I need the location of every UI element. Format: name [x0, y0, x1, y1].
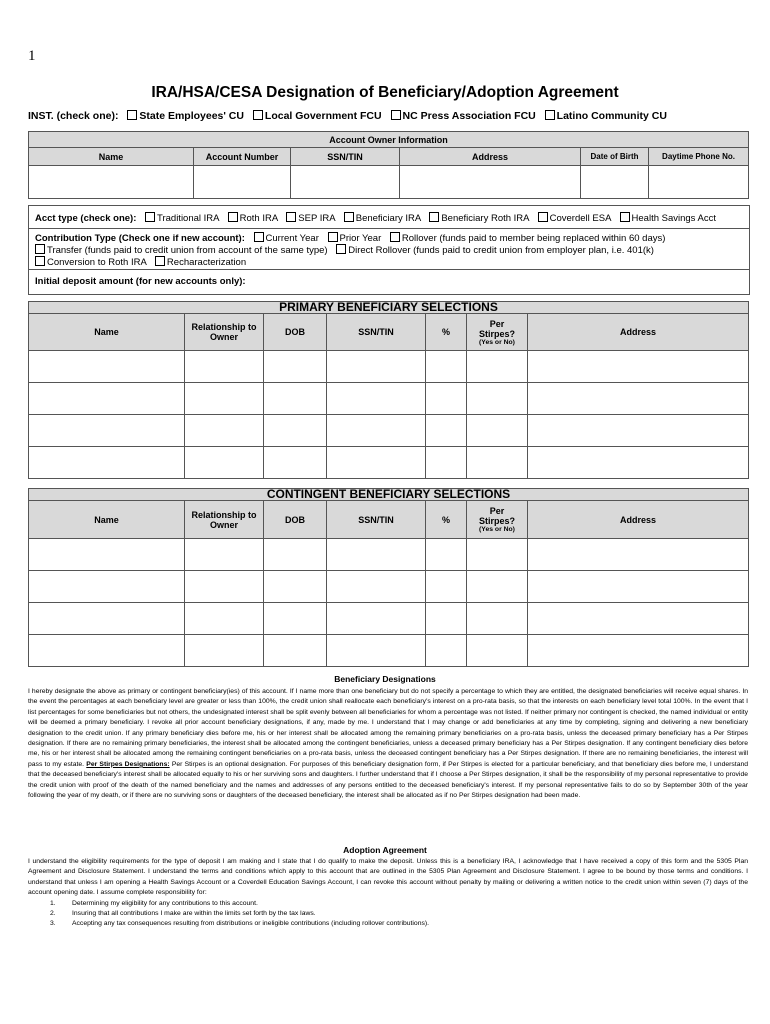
- checkbox-rollover[interactable]: [390, 232, 400, 242]
- checkbox-nc-press[interactable]: [391, 110, 401, 120]
- contrib-current-year: Current Year: [265, 233, 319, 244]
- divider: [29, 228, 749, 229]
- divider: [29, 269, 749, 270]
- designations-paragraph-a: I hereby designate the above as primary or contingent beneficiary(ies) of this account. If I name more than one beneficiary but do not specify a percentage to which they are entitled, the designated beneficiaries will receive equal shares. In the event the percentages at each beneficiary level are greater or less than 100%, the credit union shall reallocate each beneficiary's interest on a pro-rata basis, so that the interests on each beneficiary level total 100%. In the event that I list percentages for some beneficiaries but not others, the undesignated interest shall be split evenly between all beneficiaries for whom a percentage was not listed. If neither primary nor contingent is checked, the named individual or entity will be deemed a primary beneficiary. I revoke all prior account beneficiary designations, if any, made by me. I understand that I may change or add beneficiaries at any time by completing, signing and delivering a new beneficiary designation to the credit union. If any primary beneficiary dies before me, his or her interest shall be allocated among the remaining primary beneficiaries on a pro-rata basis, unless the deceased primary beneficiary has a Per Stirpes designation. If there are no remaining primary beneficiaries, the interest shall be allocated among the contingent beneficiaries, unless a deceased primary beneficiary has a Per Stirpes designation. If any contingent beneficiary dies before me, his or her interest shall be allocated among the remaining contingent beneficiaries on a pro-rata basis, unless the deceased contingent beneficiary has a Per Stirpes designation. If there are no remaining beneficiaries, the interest will pass to my estate.: [28, 688, 748, 768]
- account-type-box: [28, 205, 750, 295]
- table-row: [29, 351, 749, 383]
- form-title: IRA/HSA/CESA Designation of Beneficiary/Adoption Agreement: [151, 84, 619, 101]
- checkbox-beneficiary-ira[interactable]: [344, 212, 354, 222]
- list-item-number: 1.: [50, 899, 56, 907]
- checkbox-prior-year[interactable]: [328, 232, 338, 242]
- account-type-label: Acct type (check one):: [35, 213, 137, 224]
- option-latino-community: Latino Community CU: [556, 110, 667, 122]
- address-field[interactable]: [528, 447, 749, 479]
- checkbox-local-government[interactable]: [253, 110, 263, 120]
- name-field[interactable]: [29, 571, 185, 603]
- dob-field[interactable]: [264, 447, 327, 479]
- checkbox-health-savings[interactable]: [620, 212, 630, 222]
- initial-deposit-label: Initial deposit amount (for new accounts only):: [35, 276, 246, 287]
- percent-field[interactable]: [426, 571, 467, 603]
- col-relationship: Relationship to Owner: [185, 501, 264, 539]
- percent-field[interactable]: [426, 447, 467, 479]
- percent-field[interactable]: [426, 415, 467, 447]
- dob-field[interactable]: [264, 603, 327, 635]
- table-row: [29, 603, 749, 635]
- col-relationship: Relationship to Owner: [185, 314, 264, 351]
- col-percent: %: [426, 314, 467, 351]
- checkbox-sep-ira[interactable]: [286, 212, 296, 222]
- contrib-conversion-roth: Conversion to Roth IRA: [47, 257, 147, 268]
- owner-phone-field[interactable]: [649, 166, 749, 199]
- adoption-paragraph: I understand the eligibility requirements for the type of deposit I am making and I state that I do qualify to make the deposit. Unless this is a beneficiary IRA, I acknowledge that I have received a copy of this form and the 5305 Plan Agreement and Disclosure Statement. I understand the terms and conditions which apply to this account that are outlined in the 5305 Plan Agreement and Disclosure Statement. I agree to be bound by those terms and conditions. I understand that unless I am opening a Health Savings Account or a Coverdell Education Savings Account, I can revoke this account without penalty by mailing or delivering a written notice to the credit union within seven (7) days of the account opening date. I assume complete responsibility for:: [28, 858, 748, 897]
- contrib-transfer: Transfer (funds paid to credit union from account of the same type): [47, 245, 328, 256]
- contribution-label: Contribution Type (Check one if new account):: [35, 233, 245, 244]
- list-item-text: Determining my eligibility for any contributions to this account.: [72, 899, 258, 907]
- dob-field[interactable]: [264, 351, 327, 383]
- list-item-text: Insuring that all contributions I make are within the limits set forth by the tax laws.: [72, 910, 316, 918]
- contribution-line-1: [35, 232, 665, 244]
- institution-selector: [28, 110, 667, 122]
- address-field[interactable]: [528, 383, 749, 415]
- ssn-field[interactable]: [327, 539, 426, 571]
- checkbox-traditional-ira[interactable]: [145, 212, 155, 222]
- col-dob: Date of Birth: [581, 148, 649, 166]
- type-coverdell-esa: Coverdell ESA: [549, 213, 611, 224]
- per-stirpes-designations-label: Per Stirpes Designations:: [86, 760, 170, 768]
- col-percent: %: [426, 501, 467, 539]
- address-field[interactable]: [528, 571, 749, 603]
- table-row: [29, 539, 749, 571]
- list-item: [28, 909, 748, 919]
- dob-field[interactable]: [264, 571, 327, 603]
- dob-field[interactable]: [264, 635, 327, 667]
- ssn-field[interactable]: [327, 351, 426, 383]
- relationship-field[interactable]: [185, 351, 264, 383]
- address-field[interactable]: [528, 603, 749, 635]
- type-traditional-ira: Traditional IRA: [157, 213, 219, 224]
- col-address: Address: [528, 501, 749, 539]
- list-item-text: Accepting any tax consequences resulting from distributions or ineligible contributions (including rollover contributions).: [72, 920, 430, 928]
- address-field[interactable]: [528, 635, 749, 667]
- initial-deposit-line[interactable]: [35, 276, 246, 287]
- per-stirpes-field[interactable]: [467, 415, 528, 447]
- per-stirpes-field[interactable]: [467, 635, 528, 667]
- account-type-line: [35, 212, 716, 224]
- address-field[interactable]: [528, 351, 749, 383]
- owner-account-number-field[interactable]: [194, 166, 291, 199]
- col-address: Address: [400, 148, 581, 166]
- adoption-agreement-heading: Adoption Agreement: [343, 845, 427, 855]
- owner-address-field[interactable]: [400, 166, 581, 199]
- institution-label: INST. (check one):: [28, 110, 119, 122]
- contribution-line-3: [29, 256, 246, 268]
- per-stirpes-label: Per Stirpes?: [478, 318, 515, 339]
- table-row: [29, 571, 749, 603]
- yes-no-hint: (Yes or No): [479, 338, 515, 346]
- table-row: [29, 415, 749, 447]
- address-field[interactable]: [528, 415, 749, 447]
- ssn-field[interactable]: [327, 571, 426, 603]
- account-owner-table: [28, 131, 749, 199]
- primary-beneficiary-table: [28, 301, 749, 479]
- ssn-field[interactable]: [327, 635, 426, 667]
- name-field[interactable]: [29, 539, 185, 571]
- contrib-prior-year: Prior Year: [339, 233, 382, 244]
- type-beneficiary-roth-ira: Beneficiary Roth IRA: [441, 213, 529, 224]
- yes-no-hint: (Yes or No): [479, 526, 515, 533]
- contingent-beneficiary-table: [28, 488, 749, 667]
- type-health-savings: Health Savings Acct: [631, 213, 717, 224]
- per-stirpes-field[interactable]: [467, 447, 528, 479]
- checkbox-roth-ira[interactable]: [228, 212, 238, 222]
- type-roth-ira: Roth IRA: [239, 213, 278, 224]
- col-per-stirpes: [467, 501, 528, 539]
- relationship-field[interactable]: [185, 415, 264, 447]
- name-field[interactable]: [29, 447, 185, 479]
- contribution-line-2: [29, 244, 654, 256]
- col-ssn: SSN/TIN: [291, 148, 400, 166]
- relationship-field[interactable]: [185, 447, 264, 479]
- type-sep-ira: SEP IRA: [298, 213, 336, 224]
- percent-field[interactable]: [426, 603, 467, 635]
- col-phone: Daytime Phone No.: [649, 148, 749, 166]
- name-field[interactable]: [29, 383, 185, 415]
- contrib-recharacterization: Recharacterization: [166, 257, 247, 268]
- name-field[interactable]: [29, 635, 185, 667]
- beneficiary-designations-text: [28, 687, 748, 801]
- col-name: Name: [29, 314, 185, 351]
- col-account-number: Account Number: [194, 148, 291, 166]
- per-stirpes-field[interactable]: [467, 603, 528, 635]
- col-ssn: SSN/TIN: [327, 501, 426, 539]
- designations-paragraph-b: Per Stirpes is an optional designation. For purposes of this beneficiary designation form, if Per Stirpes is elected for a particular beneficiary, and that beneficiary dies before me, I understand that the deceased beneficiary's interest shall be allocated equally to his or her surviving sons and daughters. I further understand that if I choose a Per Stirpes designation, it shall be the responsibility of my personal representative to provide the credit union with proof of the death of the named beneficiary and the names and addresses of any persons entitled to the deceased beneficiary's interest. If my personal representative fails to do so by September 30th of the year following the year of my death, or if there are no surviving sons or daughters of the deceased beneficiary, the interest shall be allocated as if no Per Stirpes designation had been made.: [28, 760, 749, 800]
- checkbox-recharacterization[interactable]: [155, 256, 165, 266]
- table-row: [29, 447, 749, 479]
- col-address: Address: [528, 314, 749, 351]
- checkbox-conversion-roth[interactable]: [35, 256, 45, 266]
- percent-field[interactable]: [426, 351, 467, 383]
- dob-field[interactable]: [264, 539, 327, 571]
- ssn-field[interactable]: [327, 415, 426, 447]
- relationship-field[interactable]: [185, 603, 264, 635]
- page-number: 1: [28, 48, 36, 64]
- col-name: Name: [29, 501, 185, 539]
- col-per-stirpes: [467, 314, 528, 351]
- relationship-field[interactable]: [185, 383, 264, 415]
- checkbox-current-year[interactable]: [254, 232, 264, 242]
- type-beneficiary-ira: Beneficiary IRA: [355, 213, 421, 224]
- address-field[interactable]: [528, 539, 749, 571]
- responsibility-list: [28, 899, 748, 930]
- col-dob: DOB: [264, 501, 327, 539]
- adoption-agreement-text: [28, 857, 748, 930]
- ssn-field[interactable]: [327, 383, 426, 415]
- table-row: [29, 383, 749, 415]
- owner-name-field[interactable]: [29, 166, 194, 199]
- owner-dob-field[interactable]: [581, 166, 649, 199]
- checkbox-transfer[interactable]: [35, 244, 45, 254]
- col-dob: DOB: [264, 314, 327, 351]
- list-item-number: 2.: [50, 910, 56, 918]
- percent-field[interactable]: [426, 635, 467, 667]
- name-field[interactable]: [29, 603, 185, 635]
- checkbox-coverdell-esa[interactable]: [538, 212, 548, 222]
- list-item: [28, 899, 748, 909]
- option-nc-press: NC Press Association FCU: [402, 110, 536, 122]
- list-item-number: 3.: [50, 920, 56, 928]
- per-stirpes-field[interactable]: [467, 539, 528, 571]
- list-item: [28, 919, 748, 929]
- relationship-field[interactable]: [185, 635, 264, 667]
- per-stirpes-field[interactable]: [467, 383, 528, 415]
- option-state-employees: State Employees' CU: [139, 110, 244, 122]
- name-field[interactable]: [29, 415, 185, 447]
- dob-field[interactable]: [264, 415, 327, 447]
- percent-field[interactable]: [426, 539, 467, 571]
- per-stirpes-field[interactable]: [467, 351, 528, 383]
- ssn-field[interactable]: [327, 603, 426, 635]
- contrib-rollover: Rollover (funds paid to member being replaced within 60 days): [401, 233, 666, 244]
- name-field[interactable]: [29, 351, 185, 383]
- per-stirpes-field[interactable]: [467, 571, 528, 603]
- relationship-field[interactable]: [185, 571, 264, 603]
- col-ssn: SSN/TIN: [327, 314, 426, 351]
- percent-field[interactable]: [426, 383, 467, 415]
- option-local-government: Local Government FCU: [264, 110, 382, 122]
- checkbox-latino-community[interactable]: [545, 110, 555, 120]
- owner-ssn-field[interactable]: [291, 166, 400, 199]
- contrib-direct-rollover: Direct Rollover (funds paid to credit union from employer plan, i.e. 401(k): [348, 245, 654, 256]
- dob-field[interactable]: [264, 383, 327, 415]
- checkbox-state-employees[interactable]: [127, 110, 137, 120]
- account-owner-heading: Account Owner Information: [29, 132, 749, 148]
- ssn-field[interactable]: [327, 447, 426, 479]
- checkbox-beneficiary-roth-ira[interactable]: [429, 212, 439, 222]
- checkbox-direct-rollover[interactable]: [336, 244, 346, 254]
- per-stirpes-label: Per Stirpes?: [478, 506, 515, 526]
- contingent-heading: CONTINGENT BENEFICIARY SELECTIONS: [29, 489, 749, 501]
- table-row: [29, 635, 749, 667]
- owner-entry-row: [29, 166, 749, 199]
- beneficiary-designations-heading: Beneficiary Designations: [334, 674, 436, 684]
- col-name: Name: [29, 148, 194, 166]
- primary-heading: PRIMARY BENEFICIARY SELECTIONS: [29, 302, 749, 314]
- relationship-field[interactable]: [185, 539, 264, 571]
